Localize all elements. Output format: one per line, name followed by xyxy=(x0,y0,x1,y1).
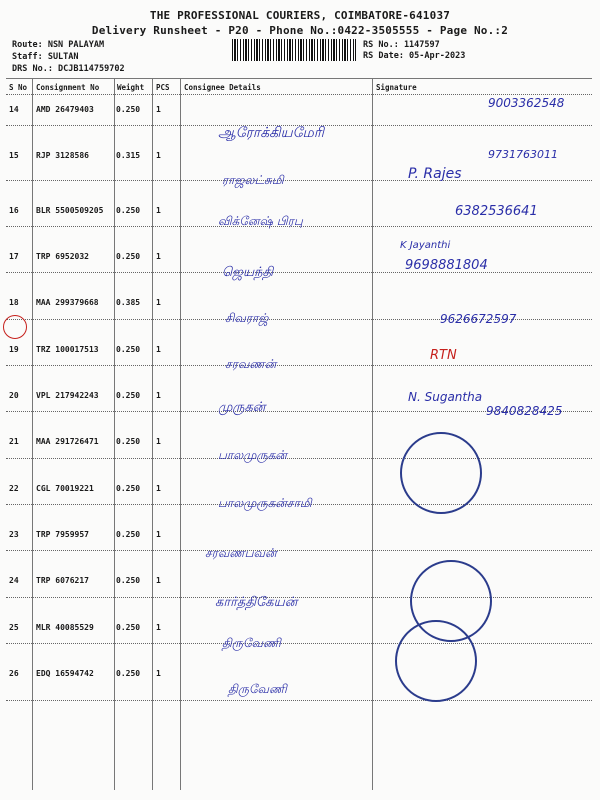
handwritten-signature: P. Rajes xyxy=(408,166,462,182)
header-pcs: PCS xyxy=(156,83,170,92)
weight: 0.250 xyxy=(116,669,141,678)
consignment-number: BLR 5500509205 xyxy=(36,206,104,215)
consignment-number: MAA 299379668 xyxy=(36,298,99,307)
weight: 0.385 xyxy=(116,298,141,307)
handwritten-consignee: திருவேணி xyxy=(228,682,287,696)
handwritten-consignee: பாலமுருகன் xyxy=(218,448,287,462)
weight: 0.250 xyxy=(116,252,141,261)
handwritten-consignee: விக்னேஷ் பிரபு xyxy=(218,214,303,228)
weight: 0.250 xyxy=(116,345,141,354)
pieces: 1 xyxy=(156,484,161,493)
serial-number: 15 xyxy=(9,151,19,160)
weight: 0.250 xyxy=(116,530,141,539)
handwritten-consignee: கார்த்திகேயன் xyxy=(215,595,298,610)
handwritten-consignee: சரவணன் xyxy=(225,357,277,371)
weight: 0.250 xyxy=(116,437,141,446)
handwritten-consignee: சிவராஜ் xyxy=(225,311,269,325)
pieces: 1 xyxy=(156,206,161,215)
weight: 0.315 xyxy=(116,151,141,160)
runsheet-table xyxy=(6,78,592,790)
handwritten-signature: 6382536641 xyxy=(455,204,538,219)
pieces: 1 xyxy=(156,530,161,539)
table-row xyxy=(6,597,592,643)
handwritten-signature: RTN xyxy=(430,348,457,363)
consignment-number: VPL 217942243 xyxy=(36,391,99,400)
handwritten-consignee: ஆரோக்கியமேரி xyxy=(218,125,324,141)
consignment-number: RJP 3128586 xyxy=(36,151,89,160)
consignment-number: MLR 40085529 xyxy=(36,623,94,632)
handwritten-consignee: முருகன் xyxy=(218,400,266,415)
pieces: 1 xyxy=(156,345,161,354)
rs-date: RS Date: 05-Apr-2023 xyxy=(363,51,466,61)
header-consignment: Consignment No xyxy=(36,83,100,92)
consignment-number: AMD 26479403 xyxy=(36,105,94,114)
route-label: Route: NSN PALAYAM xyxy=(12,40,105,50)
handwritten-consignee: ராஜலட்சுமி xyxy=(222,173,284,187)
serial-number: 14 xyxy=(9,105,19,114)
handwritten-consignee: திருவேணி xyxy=(222,636,281,650)
barcode xyxy=(232,39,356,61)
pieces: 1 xyxy=(156,437,161,446)
handwritten-signature: 9840828425 xyxy=(486,404,563,418)
handwritten-signature: 9731763011 xyxy=(488,148,558,161)
weight: 0.250 xyxy=(116,206,141,215)
consignment-number: CGL 70019221 xyxy=(36,484,94,493)
consignment-number: TRP 6076217 xyxy=(36,576,89,585)
serial-number: 17 xyxy=(9,252,19,261)
weight: 0.250 xyxy=(116,391,141,400)
serial-number: 25 xyxy=(9,623,19,632)
handwritten-signature: 9003362548 xyxy=(488,96,565,110)
handwritten-consignee: பாலமுருகன்சாமி xyxy=(218,496,312,510)
rs-number: RS No.: 1147597 xyxy=(363,40,440,50)
weight: 0.250 xyxy=(116,105,141,114)
handwritten-signature: K Jayanthi xyxy=(400,240,451,251)
runsheet-title: Delivery Runsheet - P20 - Phone No.:0422-3505555 - Page No.:2 xyxy=(91,24,509,37)
pieces: 1 xyxy=(156,391,161,400)
weight: 0.250 xyxy=(116,576,141,585)
weight: 0.250 xyxy=(116,484,141,493)
header-weight: Weight xyxy=(117,83,145,92)
weight: 0.250 xyxy=(116,623,141,632)
handwritten-signature: N. Sugantha xyxy=(408,390,483,404)
pieces: 1 xyxy=(156,576,161,585)
table-row xyxy=(6,226,592,272)
handwritten-consignee: ஜெயந்தி xyxy=(222,265,274,280)
pieces: 1 xyxy=(156,151,161,160)
handwritten-signature: 9698881804 xyxy=(405,258,488,273)
handwritten-signature: 9626672597 xyxy=(440,312,517,326)
serial-number: 23 xyxy=(9,530,19,539)
serial-number: 21 xyxy=(9,437,19,446)
serial-number: 16 xyxy=(9,206,19,215)
pieces: 1 xyxy=(156,298,161,307)
pieces: 1 xyxy=(156,669,161,678)
serial-number: 18 xyxy=(9,298,19,307)
row-divider xyxy=(6,700,592,701)
seal-stamp xyxy=(400,432,482,514)
header-sno: S No xyxy=(9,83,28,92)
serial-number: 26 xyxy=(9,669,19,678)
seal-stamp xyxy=(395,620,477,702)
pieces: 1 xyxy=(156,623,161,632)
consignment-number: EDQ 16594742 xyxy=(36,669,94,678)
table-row xyxy=(6,550,592,596)
consignment-number: MAA 291726471 xyxy=(36,437,99,446)
consignment-number: TRP 6952032 xyxy=(36,252,89,261)
drs-label: DRS No.: DCJB114759702 xyxy=(12,64,125,74)
table-row xyxy=(6,643,592,689)
header-consignee: Consignee Details xyxy=(184,83,261,92)
red-circle-mark xyxy=(3,315,27,339)
consignment-number: TRZ 100017513 xyxy=(36,345,99,354)
staff-label: Staff: SULTAN xyxy=(12,52,79,62)
header-signature: Signature xyxy=(376,83,417,92)
serial-number: 24 xyxy=(9,576,19,585)
serial-number: 19 xyxy=(9,345,19,354)
pieces: 1 xyxy=(156,105,161,114)
consignment-number: TRP 7959957 xyxy=(36,530,89,539)
pieces: 1 xyxy=(156,252,161,261)
serial-number: 22 xyxy=(9,484,19,493)
handwritten-consignee: சரவணபவன் xyxy=(205,546,277,560)
company-title: THE PROFESSIONAL COURIERS, COIMBATORE-641037 xyxy=(149,9,451,22)
serial-number: 20 xyxy=(9,391,19,400)
